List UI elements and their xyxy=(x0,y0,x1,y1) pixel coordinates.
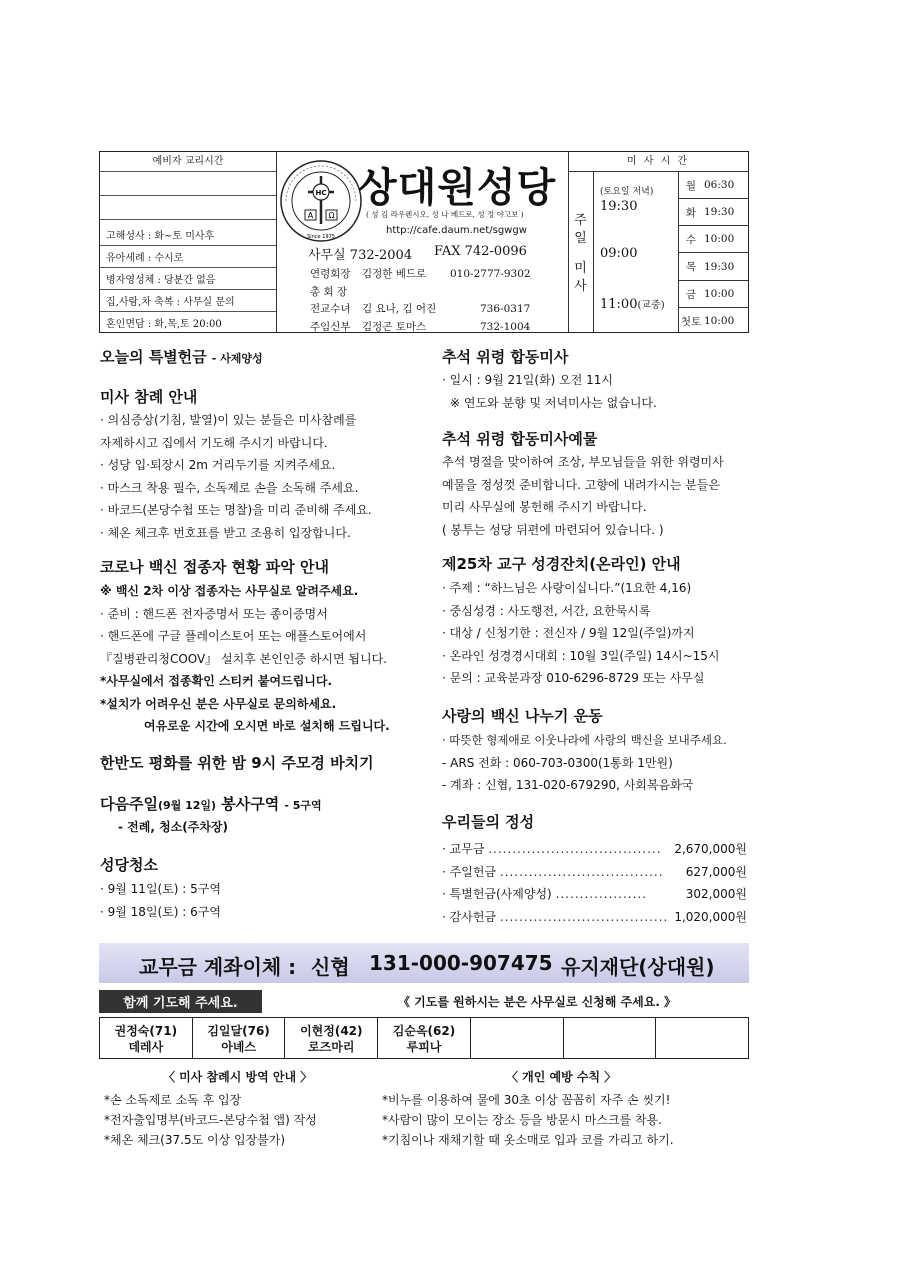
bible-festival-title: 제25차 교구 성경잔치(온라인) 안내 xyxy=(442,555,681,573)
list-item: · 9월 11일(토) : 5구역 xyxy=(100,882,221,896)
vaccine-list xyxy=(100,580,390,738)
list-item: · 일시 : 9월 21일(화) 오전 11시 xyxy=(442,373,614,387)
peace-prayer-title: 한반도 평화를 위한 밤 9시 주모경 바치기 xyxy=(100,754,374,772)
list-item: *비누를 이용하여 물에 30초 이상 꼼꼼히 자주 손 씻기! xyxy=(382,1093,671,1107)
chuseok-offering-title: 추석 위령 합동미사예물 xyxy=(442,430,598,448)
donation-row: · 특별헌금(사제양성) ................... 302,000원 xyxy=(442,887,747,901)
prevention-rules-title: 〈 개인 예방 수칙 〉 xyxy=(506,1070,617,1084)
prayer-request-title: 함께 기도해 주세요. xyxy=(99,990,262,1013)
sunday-mass-label: 주 일 미 사 xyxy=(568,172,594,332)
mass-guide-list xyxy=(100,409,372,544)
vaccine-note: *사무실에서 접종확인 스티커 붙여드립니다. xyxy=(100,674,333,688)
info-row: 고해성사 : 화~토 미사후 xyxy=(100,224,276,246)
quarantine-guide-title: 〈 미사 참례시 방역 안내 〉 xyxy=(163,1070,313,1084)
list-item: *손 소독제로 소독 후 입장 xyxy=(104,1093,242,1107)
list-item: - 계좌 : 신협, 131-020-679290, 사회복음화국 xyxy=(442,778,694,792)
special-offering-title: 오늘의 특별헌금 xyxy=(100,348,207,366)
cleaning-title: 성당청소 xyxy=(100,856,158,874)
chuseok-mass-list xyxy=(442,369,657,414)
special-offering xyxy=(100,346,263,367)
info-row: 유아세례 : 수시로 xyxy=(100,246,276,268)
list-item: *사람이 많이 모이는 장소 등을 방문시 마스크를 착용. xyxy=(382,1113,662,1127)
catechism-title: 예비자 교리시간 xyxy=(100,152,276,172)
prayer-person: 김순옥(62) 루피나 xyxy=(378,1018,471,1058)
donation-row: · 감사헌금 ................................... 1,020,000원 xyxy=(442,909,747,924)
chuseok-offering-text xyxy=(442,451,724,541)
contacts xyxy=(310,266,531,336)
list-item: *기침이나 재채기할 때 옷소매로 입과 코를 가리고 하기. xyxy=(382,1133,674,1147)
bible-festival-list xyxy=(442,577,720,690)
prevention-rules-list xyxy=(382,1090,674,1150)
list-item: 자제하시고 집에서 기도해 주시기 바랍니다. xyxy=(100,435,328,450)
paragraph-line: 미리 사무실에 봉헌해 주시기 바랍니다. xyxy=(442,500,647,514)
saturday-note: (토요일 저녁) xyxy=(600,187,654,197)
list-item: · 바코드(본당수첩 또는 명찰)을 미리 준비해 주세요. xyxy=(100,503,372,517)
mass-times-title: 미 사 시 간 xyxy=(568,152,748,172)
prayer-person xyxy=(564,1018,657,1058)
banner-holder: 유지재단(상대원) xyxy=(561,955,715,979)
weekday-row: 화 19:30 xyxy=(678,199,748,226)
catechism-blank xyxy=(100,196,276,220)
banner-label: 교무금 계좌이체 : xyxy=(139,955,297,979)
vaccine-notice: ※ 백신 2차 이상 접종자는 사무실로 알려주세요. xyxy=(100,584,359,598)
mass-guide-title: 미사 참례 안내 xyxy=(100,388,198,406)
vaccine-title: 코로나 백신 접종자 현황 파악 안내 xyxy=(100,558,329,576)
list-item: · 체온 체크후 번호표를 받고 조용히 입장합니다. xyxy=(100,525,351,540)
next-sunday-duty: - 전례, 청소(주차장) xyxy=(118,820,229,834)
church-seal-logo xyxy=(278,158,364,244)
church-name: 상대원성당 xyxy=(358,165,557,211)
chuseok-mass-title: 추석 위령 합동미사 xyxy=(442,348,569,366)
paragraph-line: 예물을 정성껏 준비합니다. 고향에 내려가시는 분들은 xyxy=(442,477,720,492)
tithe-transfer-banner xyxy=(99,943,749,983)
sunday-time: 11:00(교중) xyxy=(600,297,665,312)
list-item: *체온 체크(37.5도 이상 입장불가) xyxy=(104,1133,286,1147)
list-item: · 의심증상(기침, 발열)이 있는 분들은 미사참례를 xyxy=(100,413,357,427)
list-item: ※ 연도와 분향 및 저녁미사는 없습니다. xyxy=(450,395,657,410)
contact-row: 전교수녀 김 요나, 김 어진 736-0317 xyxy=(310,303,531,315)
list-item: · 문의 : 교육분과장 010-6296-8729 또는 사무실 xyxy=(442,671,705,685)
sunday-time: 19:30 xyxy=(600,199,638,214)
quarantine-guide-list xyxy=(104,1090,317,1150)
love-vaccine-title: 사랑의 백신 나누기 운동 xyxy=(442,707,603,725)
weekday-row: 금 10:00 xyxy=(678,281,748,308)
list-item: · 9월 18일(토) : 6구역 xyxy=(100,904,221,919)
vaccine-note: *설치가 어려우신 분은 사무실로 문의하세요. xyxy=(100,696,337,711)
special-offering-sub: - 사제양성 xyxy=(211,352,263,365)
weekday-masses xyxy=(678,172,748,332)
vaccine-note: 여유로운 시간에 오시면 바로 설치해 드립니다. xyxy=(144,719,390,733)
list-item: · 준비 : 핸드폰 전자증명서 또는 종이증명서 xyxy=(100,606,328,621)
list-item: · 마스크 착용 필수, 소독제로 손을 소독해 주세요. xyxy=(100,480,359,495)
prayer-person xyxy=(471,1018,564,1058)
banner-account: 131-000-907475 xyxy=(369,951,553,975)
info-row: 집,사람,차 축복 : 사무실 문의 xyxy=(100,290,276,312)
donations-table xyxy=(442,838,747,928)
fax-number: FAX 742-0096 xyxy=(434,244,527,259)
office-phone: 사무실 732-2004 xyxy=(308,248,413,263)
weekday-row: 첫토 10:00 xyxy=(680,315,735,328)
paragraph-line: 추석 명절을 맞이하여 조상, 부모님들을 위한 위령미사 xyxy=(442,455,724,469)
svg-text:A: A xyxy=(307,211,314,220)
patron-saints: ( 성 김 라우렌시오, 성 나 베드로, 성 정 야고보 ) xyxy=(366,210,524,219)
sunday-time: 09:00 xyxy=(600,246,638,261)
info-row: 혼인면담 : 화,목,토 20:00 xyxy=(106,318,222,330)
info-row: 병자영성체 : 당분간 없음 xyxy=(100,268,276,290)
list-item: · 대상 / 신청기한 : 전신자 / 9월 12일(주일)까지 xyxy=(442,626,695,640)
donation-row: · 교무금 .................................... 2,670,000원 xyxy=(442,842,747,856)
cafe-url[interactable]: http://cafe.daum.net/sgwgw xyxy=(386,225,527,236)
list-item: · 핸드폰에 구글 플레이스토어 또는 애플스토어에서 xyxy=(100,629,367,643)
list-item: · 주제 : “하느님은 사랑이십니다.”(1요한 4,16) xyxy=(442,581,692,595)
list-item: *전자출입명부(바코드-본당수첩 앱) 작성 xyxy=(104,1113,317,1127)
love-vaccine-list xyxy=(442,729,727,797)
list-item: · 온라인 성경경시대회 : 10월 3일(주일) 14시~15시 xyxy=(442,648,720,663)
svg-text:HC: HC xyxy=(315,189,327,197)
paragraph-line: ( 봉투는 성당 뒤편에 마련되어 있습니다. ) xyxy=(442,522,664,537)
prayer-person xyxy=(656,1018,748,1058)
weekday-row: 월 06:30 xyxy=(678,172,748,199)
prayer-list xyxy=(99,1017,749,1059)
prayer-person: 이현정(42) 로즈마리 xyxy=(285,1018,378,1058)
weekday-row: 수 10:00 xyxy=(678,226,748,253)
bulletin-header xyxy=(99,151,749,333)
contact-row: 연령회장 김정한 베드로 010-2777-9302 xyxy=(310,268,531,280)
list-item: · 따뜻한 형제애로 이웃나라에 사랑의 백신을 보내주세요. xyxy=(442,733,727,747)
list-item: · 중심성경 : 사도행전, 서간, 요한묵시록 xyxy=(442,603,651,618)
prayer-person: 권정숙(71) 데레사 xyxy=(100,1018,193,1058)
list-item: · 성당 입·퇴장시 2m 거리두기를 지켜주세요. xyxy=(100,458,336,472)
prayer-person: 김일달(76) 아녜스 xyxy=(193,1018,286,1058)
svg-text:Since 1975: Since 1975 xyxy=(307,234,335,240)
cleaning-list xyxy=(100,878,221,923)
next-sunday: 다음주일(9월 12일) 봉사구역 - 5구역 xyxy=(100,795,322,813)
donation-row: · 주일헌금 .................................. 627,000원 xyxy=(442,864,747,879)
contact-row: 주임신부 김정곤 토마스 732-1004 xyxy=(310,320,531,333)
prayer-notice: 《 기도를 원하시는 분은 사무실로 신청해 주세요. 》 xyxy=(398,995,677,1009)
donations-title: 우리들의 정성 xyxy=(442,813,535,831)
banner-bank: 신협 xyxy=(311,955,350,979)
contact-row: 총 회 장 xyxy=(310,285,348,298)
svg-text:Ω: Ω xyxy=(328,211,335,220)
weekday-row: 목 19:30 xyxy=(678,253,748,281)
list-item: - ARS 전화 : 060-703-0300(1통화 1만원) xyxy=(442,755,673,770)
catechism-blank xyxy=(100,172,276,196)
list-item: 『질병관리청COOV』 설치후 본인인증 하시면 됩니다. xyxy=(100,651,387,666)
